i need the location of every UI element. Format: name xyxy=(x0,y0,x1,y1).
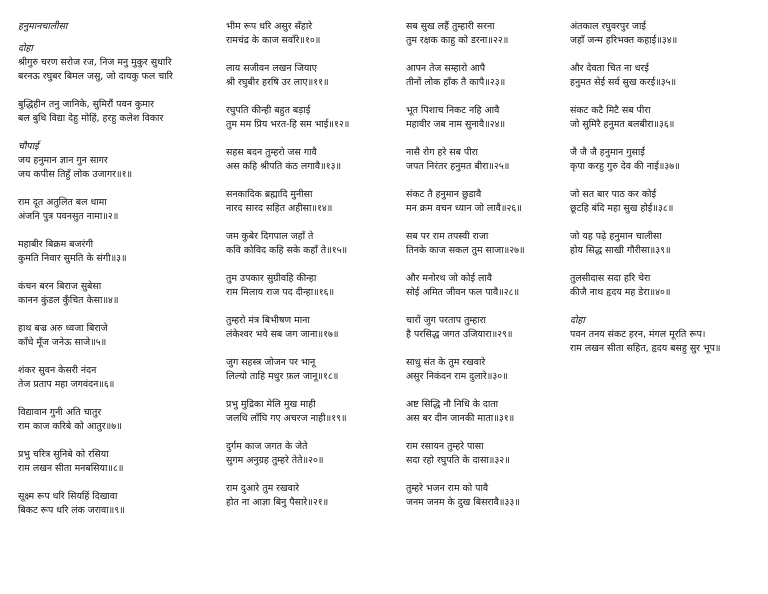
verse-group xyxy=(226,188,411,230)
verse-group xyxy=(406,482,591,524)
verse-line: कानन कुंडल कुँचित केसा॥४॥ xyxy=(18,295,119,306)
verse-line: श्री रघुबीर हरषि उर लाए॥११॥ xyxy=(226,77,329,88)
verse-line: शंकर सुवन केसरी नंदन xyxy=(18,365,97,376)
verse-line: अंतकाल रघुवरपुर जाई xyxy=(570,21,647,32)
verse-group xyxy=(570,62,765,104)
verse-group xyxy=(406,314,591,356)
verse-line: महावीर जब नाम सुनावै॥२४॥ xyxy=(406,119,506,130)
verse-line: राम मिलाय राज पद दीन्हा॥१६॥ xyxy=(226,287,335,298)
verse-group xyxy=(226,104,411,146)
doha-line: बल बुधि विद्या देहु मोहिं, हरहु कलेश विकार xyxy=(18,113,164,124)
verse-line: जनम जनम के दुख बिसरावै॥३३॥ xyxy=(406,497,520,508)
verse-line: कंचन बरन बिराज सुबेसा xyxy=(18,281,102,292)
verse-group xyxy=(406,230,591,272)
verse-line: आपन तेज सम्हारो आपै xyxy=(406,63,486,74)
verse-group xyxy=(18,196,203,238)
doha-line: बुद्धिहीन तनु जानिके, सुमिरौं पवन कुमार xyxy=(18,99,154,110)
verse-line: अस कहि श्रीपति कंठ लगावै॥१३॥ xyxy=(226,161,342,172)
verse-group xyxy=(570,146,765,188)
doha-line: बरनऊ रघुबर बिमल जसु, जो दायकु फल चारि xyxy=(18,71,173,82)
verse-line: जो सत बार पाठ कर कोई xyxy=(570,189,657,200)
verse-group xyxy=(570,20,765,62)
verse-line: प्रभु मुद्रिका मेलि मुख माही xyxy=(226,399,316,410)
verse-line: तेज प्रताप महा जगवंदन॥६॥ xyxy=(18,379,115,390)
column-1 xyxy=(18,20,203,532)
verse-group xyxy=(406,146,591,188)
verse-line: दुर्गम काज जगत के जेते xyxy=(226,441,308,452)
verse-line: राम दुआरे तुम रखवारे xyxy=(226,483,300,494)
verse-group xyxy=(406,356,591,398)
verse-line: हाथ बज्र अरु ध्वजा बिराजे xyxy=(18,323,108,334)
verse-group xyxy=(18,448,203,490)
verse-group xyxy=(406,188,591,230)
verse-line: संकट तै हनुमान छुडावै xyxy=(406,189,482,200)
doha-line: श्रीगुरु चरण सरोज रज, निज मनु मुकुर सुधारि xyxy=(18,57,172,68)
verse-line: कुमति निवार सुमति के संगी॥३॥ xyxy=(18,253,127,264)
verse-line: भीम रूप धरि असुर सँहारे xyxy=(226,21,313,32)
verse-line: सूक्ष्म रूप धरि सियहिं दिखावा xyxy=(18,491,118,502)
verse-line: अष्ट सिद्धि नौ निधि के दाता xyxy=(406,399,499,410)
verse-group xyxy=(18,490,203,532)
verse-line: लंकेश्वर भये सब जग जाना॥१७॥ xyxy=(226,329,339,340)
verse-line: और देवता चित ना धरई xyxy=(570,63,649,74)
verse-group xyxy=(570,230,765,272)
verse-line: नासै रोग हरे सब पीरा xyxy=(406,147,478,158)
verse-line: जम कुबेर दिगपाल जहाँ ते xyxy=(226,231,314,242)
verse-line: तुम मम प्रिय भरत-हि सम भाई॥१२॥ xyxy=(226,119,350,130)
verse-group xyxy=(406,20,591,62)
verse-group xyxy=(570,188,765,230)
verse-line: भूत पिशाच निकट नहि आवै xyxy=(406,105,500,116)
verse-line: जो सुमिरै हनुमत बलबीरा॥३६॥ xyxy=(570,119,675,130)
verse-group xyxy=(406,398,591,440)
verse-line: सब पर राम तपस्वी राजा xyxy=(406,231,489,242)
doha-line: पवन तनय संकट हरन, मंगल मूरति रूप। xyxy=(570,329,706,340)
verse-line: सोई अमित जीवन फल पावै॥२८॥ xyxy=(406,287,520,298)
verse-group xyxy=(18,364,203,406)
doha-heading: दोहा xyxy=(570,315,585,326)
verse-group xyxy=(570,104,765,146)
verse-line: होत ना आज्ञा बिनु पैसारे॥२१॥ xyxy=(226,497,329,508)
verse-group xyxy=(226,20,411,62)
verse-group xyxy=(226,398,411,440)
verse-line: लाय सजीवन लखन जियाए xyxy=(226,63,317,74)
verse-group xyxy=(406,272,591,314)
verse-line: है परसिद्ध जगत उजियारा॥२९॥ xyxy=(406,329,513,340)
doha-heading: दोहा xyxy=(18,43,33,54)
verse-line: जलधि लाँघि गए अचरज नाही॥१९॥ xyxy=(226,413,347,424)
verse-line: तुम रक्षक काहु को डरना॥२२॥ xyxy=(406,35,509,46)
verse-line: सब सुख लहैं तुम्हारी सरना xyxy=(406,21,495,32)
verse-line: लिल्यो ताहि मधुर फ़ल जानू॥१८॥ xyxy=(226,371,339,382)
verse-group xyxy=(226,146,411,188)
verse-line: अस बर दीन जानकी माता॥३१॥ xyxy=(406,413,515,424)
chaupai-heading: चौपाई xyxy=(18,141,39,152)
verse-group xyxy=(226,62,411,104)
verse-line: जुग सहस्त्र जोजन पर भानू xyxy=(226,357,316,368)
doha-line: राम लखन सीता सहित, हृदय बसहु सुर भूप॥ xyxy=(570,343,721,354)
verse-line: राम रसायन तुम्हरे पासा xyxy=(406,441,484,452)
verse-line: बिकट रूप धरि लंक जरावा॥९॥ xyxy=(18,505,125,516)
verse-line: होय सिद्ध साखी गौरीसा॥३९॥ xyxy=(570,245,671,256)
verse-line: काँधे मूँज जनेऊ साजे॥५॥ xyxy=(18,337,107,348)
verse-line: सहस बदन तुम्हरो जस गावै xyxy=(226,147,317,158)
verse-line: अंजनि पुत्र पवनसुत नामा॥२॥ xyxy=(18,211,119,222)
verse-line: तीनों लोक हाँक तै कापै॥२३॥ xyxy=(406,77,506,88)
verse-line: चारों जुग परताप तुम्हारा xyxy=(406,315,486,326)
verse-line: संकट कटै मिटै सब पीरा xyxy=(570,105,651,116)
verse-line: और मनोरथ जो कोई लावै xyxy=(406,273,493,284)
verse-line: राम दूत अतुलित बल धामा xyxy=(18,197,107,208)
verse-group xyxy=(18,322,203,364)
verse-group xyxy=(226,356,411,398)
verse-group xyxy=(226,230,411,272)
verse-line: रामचंद्र के काज सवाँरे॥१०॥ xyxy=(226,35,321,46)
verse-line: जपत निरंतर हनुमत बीरा॥२५॥ xyxy=(406,161,510,172)
verse-line: तुम्हरो मंत्र बिभीषण माना xyxy=(226,315,310,326)
verse-line: छूटहि बंदि महा सुख होई॥३८॥ xyxy=(570,203,674,214)
page-title: हनुमानचालीसा xyxy=(18,21,68,32)
verse-line: कीजै नाथ हृदय मह डेरा॥४०॥ xyxy=(570,287,671,298)
verse-line: विद्यावान गुनी अति चातुर xyxy=(18,407,102,418)
verse-group xyxy=(570,272,765,314)
column-2 xyxy=(226,20,411,524)
verse-line: सदा रहो रघुपति के दासा॥३२॥ xyxy=(406,455,510,466)
verse-line: जो यह पढ़े हनुमान चालीसा xyxy=(570,231,662,242)
verse-line: जय हनुमान ज्ञान गुन सागर xyxy=(18,155,108,166)
verse-line: जहाँ जन्म हरिभक्त कहाई॥३४॥ xyxy=(570,35,678,46)
verse-group xyxy=(406,62,591,104)
verse-line: तिनके काज सकल तुम साजा॥२७॥ xyxy=(406,245,525,256)
verse-line: रघुपति कीन्ही बहुत बड़ाई xyxy=(226,105,311,116)
verse-line: तुम उपकार सुग्रीवहि कीन्हा xyxy=(226,273,317,284)
verse-group xyxy=(18,406,203,448)
verse-group xyxy=(226,272,411,314)
verse-group xyxy=(406,104,591,146)
verse-group xyxy=(18,238,203,280)
verse-line: जै जै जै हनुमान गुसाईं xyxy=(570,147,645,158)
verse-line: साधु संत के तुम रखवारे xyxy=(406,357,486,368)
verse-line: राम लखन सीता मनबसिया॥८॥ xyxy=(18,463,124,474)
verse-line: असुर निकंदन राम दुलारे॥३०॥ xyxy=(406,371,508,382)
verse-group xyxy=(18,280,203,322)
verse-group xyxy=(406,440,591,482)
verse-group xyxy=(226,482,411,524)
column-3 xyxy=(406,20,591,524)
verse-line: राम काज करिबे को आतुर॥७॥ xyxy=(18,421,122,432)
verse-line: कवि कोविद कहि सके कहाँ ते॥१५॥ xyxy=(226,245,348,256)
column-4 xyxy=(570,20,765,356)
verse-line: तुम्हरे भजन राम को पावै xyxy=(406,483,489,494)
verse-line: प्रभु चरित्र सुनिबे को रसिया xyxy=(18,449,109,460)
verse-group xyxy=(226,440,411,482)
verse-line: जय कपीस तिहुँ लोक उजागर॥१॥ xyxy=(18,169,133,180)
verse-group xyxy=(18,154,203,196)
verse-line: कृपा करहु गुरु देव की नाई॥३७॥ xyxy=(570,161,680,172)
verse-line: हनुमत सेई सर्व सुख करई॥३५॥ xyxy=(570,77,677,88)
verse-line: सनकादिक ब्रह्मादि मुनीसा xyxy=(226,189,313,200)
verse-line: तुलसीदास सदा हरि चेरा xyxy=(570,273,651,284)
verse-line: महाबीर बिक्रम बजरंगी xyxy=(18,239,94,250)
verse-group xyxy=(226,314,411,356)
verse-line: सुगम अनुग्रह तुम्हरे तेते॥२०॥ xyxy=(226,455,324,466)
verse-line: नारद सारद सहित अहीसा॥१४॥ xyxy=(226,203,333,214)
verse-line: मन क्रम वचन ध्यान जो लावै॥२६॥ xyxy=(406,203,522,214)
